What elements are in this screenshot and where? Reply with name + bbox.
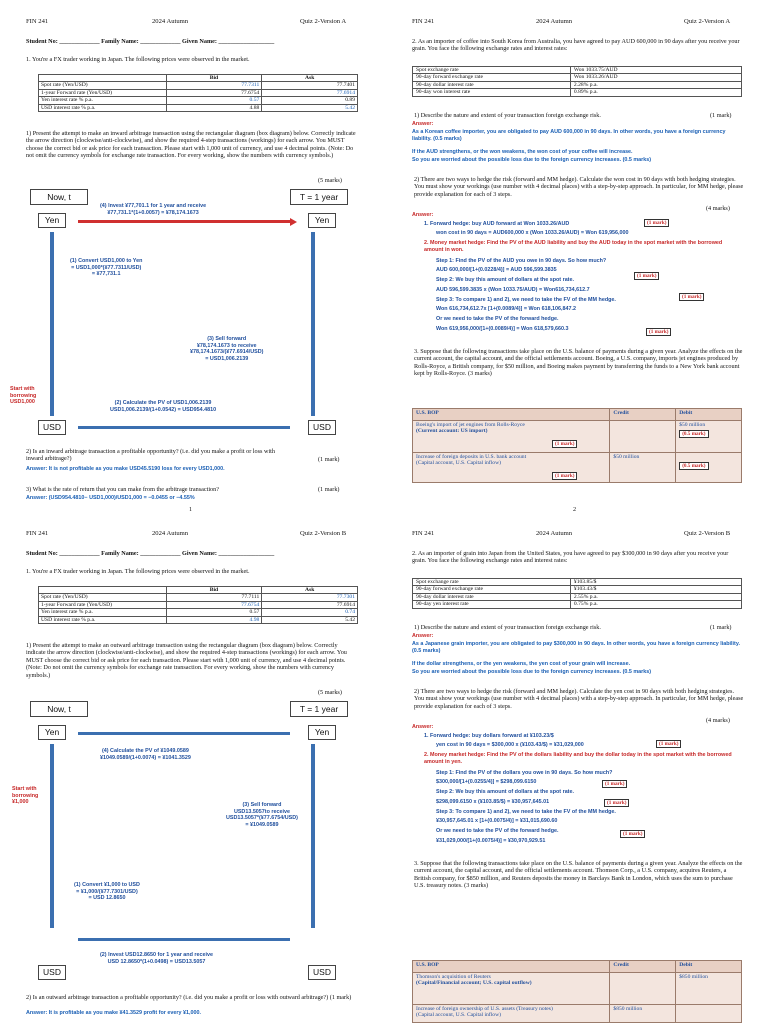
mark-badge: (1 mark) <box>602 780 627 788</box>
step-1: Step 1: Find the PV of the dollars you owe in 90 days. So how much? <box>436 770 613 776</box>
usd-later-box: USD <box>308 965 336 980</box>
mark-badge: (1 mark) <box>656 740 681 748</box>
q2-intro: 2. As an importer of coffee into South Korea from Australia, you have agreed to pay AUD 600,000 in 90 days after you receive your grain. You face the following exchange rates and interest rates: <box>412 38 740 53</box>
arrow-right <box>311 744 315 928</box>
step-1-text: (1) Convert ¥1,000 to USD = ¥1,000/(¥77.7301/USD) = USD 12.8650 <box>74 882 140 902</box>
hedge-2: 2. Money market hedge: Find the PV of the AUD liability and buy the AUD today in the spot market with the borrowed amount in won. <box>424 240 723 253</box>
later-label: T = 1 year <box>290 189 348 205</box>
s1-answer-3: So you are worried about the possible loss due to the foreign currency increases. (0.5 marks) <box>412 157 652 163</box>
q2-text: 2) Is an outward arbitrage transaction a profitable opportunity? (i.e. did you make a profit or loss with outward arbitrage?) (1 mark) <box>26 994 352 1001</box>
q3-answer: Answer: (USD954.4810− USD1,000)/USD1,000 = −0.0455 or −4.55% <box>26 495 195 501</box>
step-4-text: (4) Calculate the PV of ¥1049.0589 ¥1049.0589/(1+0.0074) = ¥1041.3529 <box>100 748 191 761</box>
step-4: Or we need to take the PV of the forward hedge. <box>436 316 559 322</box>
mark-badge: (1 mark) <box>620 830 645 838</box>
q1-intro: 1. You're a FX trader working in Japan. The following prices were observed in the market. <box>26 568 250 575</box>
mark-badge: (1 mark) <box>646 328 671 336</box>
s2-question: 2) There are two ways to hedge the risk (forward and MM hedge). Calculate the yen cost in 90 days with both hedging strategies. You must show your workings (use number with 4 decimal places) with a step-by-step approach. In particular, for MM hedge, please provide explanation for each of 3 steps. <box>414 688 744 710</box>
course-code: FIN 241 <box>26 530 49 537</box>
student-info-line: Student No: _____________ Family Name: _____________ Given Name: __________________ <box>26 550 275 557</box>
step-3-calc: ¥30,957,645.01 x [1+(0.0075/4)] = ¥31,015,690.60 <box>436 818 558 824</box>
page-version-a-1 <box>0 0 384 512</box>
step-2-text: (2) Calculate the PV of USD1,006.2139 USD1,006.2139/(1+0.0542) = USD954.4810 <box>110 400 217 413</box>
q1-marks: (5 marks) <box>318 177 342 184</box>
s1-answer-label: Answer: <box>412 121 434 127</box>
s1-marks: (1 mark) <box>710 624 732 631</box>
later-label: T = 1 year <box>290 701 348 717</box>
yen-later-box: Yen <box>308 725 336 740</box>
now-label: Now, t <box>30 701 88 717</box>
quiz-version: Quiz 2-Version A <box>300 18 347 25</box>
step-2-text: (2) Invest USD12.8650 for 1 year and receive USD 12.8650*(1+0.0498) = USD13.5057 <box>100 952 213 965</box>
quiz-version: Quiz 2-Version A <box>684 18 731 25</box>
s1-marks: (1 mark) <box>710 112 732 119</box>
rates-table: Bid Ask Spot rate (Yen/USD) 77.7111 77.7301 1-year Forward rate (Yen/USD) 77.6754 77.6914 Yen interest rate % p.a. 0.57 0.74 USD interest rate % p.a. 4.98 5.42 <box>38 586 358 624</box>
usd-now-box: USD <box>38 420 66 435</box>
s1-question: 1) Describe the nature and extent of your transaction foreign exchange risk. <box>414 624 601 631</box>
step-2-calc: AUD 596,599.3835 x (Won 1033.75/AUD) = Won616,734,612.7 <box>436 287 590 293</box>
start-label: Start with borrowing ¥1,000 <box>12 786 39 806</box>
page-version-b-1 <box>0 512 384 1024</box>
q1-text: 1) Present the attempt to make an outward arbitrage transaction using the rectangular diagram (box diagram) below. Correctly indicate the arrow direction (clockwise/anti-clockwise), and show the required 4-step transactions (workings) for each arrow. You MUST choose the correct bid or ask price for each transaction. Please start with 1,000 unit of currency, and use 4 decimal points. (Note: Do not omit the currency symbols for exchange rate transaction. For every working, show the numbers with currency symbols.) <box>26 642 347 679</box>
bop-table: U.S. BOP Credit Debit Boeing's import of jet engines from Rolls-Royce (Current account: US import) $50 million (0.5 mark) Increase of foreign deposits in U.S. bank account (Capital account, U.S. Capital inflow) $50 million (0.5 mark) <box>412 408 742 483</box>
s1-question: 1) Describe the nature and extent of your transaction foreign exchange risk. <box>414 112 601 119</box>
mark-badge: (1 mark) <box>634 272 659 280</box>
q1-text: 1) Present the attempt to make an inward arbitrage transaction using the rectangular diagram (box diagram) below. Correctly indicate the arrow direction (clockwise/anti-clockwise), and show the required 4-step transactions (workings) for each arrow. You MUST choose the correct bid or ask price for each transaction. Please start with 1,000 unit of currency, and use 4 decimal points. (Note: Do not omit the currency symbols for exchange rate transaction. For every working, show the numbers with currency symbols.) <box>26 130 356 160</box>
step-3: Step 3: To compare 1) and 2), we need to take the FV of the MM hedge. <box>436 297 616 303</box>
s2-marks: (4 marks) <box>706 717 730 724</box>
step-3-text: (3) Sell forward ¥78,174.1673 to receive ¥78,174.1673/(¥77.6914/USD) = USD1,006.2139 <box>190 336 264 362</box>
arrow-top <box>78 732 290 735</box>
course-code: FIN 241 <box>412 18 435 25</box>
step-4-calc: ¥31,029,000/[1+(0.0075/4)] = ¥30,970,929.51 <box>436 838 546 844</box>
hedge-1-cost: yen cost in 90 days = $300,000 x (¥103.43/$) = ¥31,029,000 <box>436 742 584 748</box>
q3-marks: (1 mark) <box>318 486 340 493</box>
step-1-text: (1) Convert USD1,000 to Yen = USD1,000*(¥77.7311/USD) = ¥77,731.1 <box>70 258 143 278</box>
term: 2024 Autumn <box>536 18 573 25</box>
hedge-2: 2. Money market hedge: Find the PV of the dollars liability and buy the dollar today in the spot market with the borrowed amount in yen. <box>424 752 732 765</box>
page-number: 2 <box>573 506 577 512</box>
step-2-calc: $298,099.6150 x (¥103.85/$) = ¥30,957,645.01 <box>436 799 550 805</box>
s1-answer-2: If the AUD strengthens, or the won weakens, the won cost of your coffee will increase. <box>412 149 633 155</box>
s1-answer-1: As a Japanese grain importer, you are obligated to pay $300,000 in 90 days. In other words, you have a foreign currency liability. (0.5 marks) <box>412 641 740 654</box>
q1-intro: 1. You're a FX trader working in Japan. The following prices were observed in the market. <box>26 56 250 63</box>
term: 2024 Autumn <box>152 530 189 537</box>
usd-now-box: USD <box>38 965 66 980</box>
s1-answer-1: As a Korean coffee importer, you are obligated to pay AUD 600,000 in 90 days. In other words, you have a foreign currency liability. (0.5 marks) <box>412 129 726 142</box>
step-3-text: (3) Sell forward USD13.5057to receive USD13.5057*(¥77.6754/USD) = ¥1049.0589 <box>226 802 298 828</box>
bop-table: U.S. BOP Credit Debit Thomson's acquisition of Reuters (Capital/Financial account; U.S. capital outflow) $850 million Increase of foreign ownership of U.S. assets (Treasury notes) (Capital account, U.S. Capital inflow) $850 million <box>412 960 742 1023</box>
mark-badge: (1 mark) <box>604 799 629 807</box>
term: 2024 Autumn <box>152 18 189 25</box>
s1-answer-label: Answer: <box>412 633 434 639</box>
arrow-top <box>78 220 290 223</box>
step-4: Or we need to take the PV of the forward hedge. <box>436 828 559 834</box>
q3-text: 3. Suppose that the following transactions take place on the U.S. balance of payments during a given year. Analyze the effects on the current account, the capital account, and the official settlements account. Thomson Corp., a U.S. company, acquires Reuters, a British company, for $850 million, and Reuters deposits the money in Barclays Bank in London, which uses the sum to purchase U.S. treasury notes. (3 marks) <box>414 860 743 890</box>
s1-answer-3: So you are worried about the possible loss due to the foreign currency increases. (0.5 marks) <box>412 669 652 675</box>
fx-table: Spot exchange rate Won 1033.75/AUD 90-day forward exchange rate Won 1033.26/AUD 90-day dollar interest rate 2.28% p.a. 90-day won interest rate 0.89% p.a. <box>412 66 742 97</box>
step-2: Step 2: We buy this amount of dollars at the spot rate. <box>436 789 574 795</box>
hedge-1: 1. Forward hedge: buy dollars forward at ¥103.23/$ <box>424 733 554 739</box>
mark-badge: (1 mark) <box>644 219 669 227</box>
q2-text: 2) Is an inward arbitrage transaction a profitable opportunity? (i.e. did you make a profit or loss with inward arbitrage?) <box>26 448 275 463</box>
yen-now-box: Yen <box>38 213 66 228</box>
now-label: Now, t <box>30 189 88 205</box>
s2-marks: (4 marks) <box>706 205 730 212</box>
page-number: 1 <box>189 506 193 512</box>
s2-question: 2) There are two ways to hedge the risk (forward and MM hedge). Calculate the won cost in 90 days with both hedging strategies. You must show your workings (use number with 4 decimal places) with a step-by-step approach. In particular, for MM hedge, please provide explanation for each of 3 steps. <box>414 176 744 198</box>
course-code: FIN 241 <box>412 530 435 537</box>
s2-answer-label: Answer: <box>412 724 434 730</box>
q2-answer: Answer: It is profitable as you make ¥41.3529 profit for every ¥1,000. <box>26 1010 201 1016</box>
page-version-a-2 <box>384 0 768 512</box>
mark-badge: (1 mark) <box>552 440 577 448</box>
q2-intro: 2. As an importer of grain into Japan from the United States, you have agreed to pay $300,000 in 90 days after you receive your grain. You face the following exchange rates and interest rates: <box>412 550 729 565</box>
term: 2024 Autumn <box>536 530 573 537</box>
q3-text: 3. Suppose that the following transactions take place on the U.S. balance of payments during a given year. Analyze the effects on the current account, the capital account, and the official settlements account. Boeing, a U.S. company, imports jet engines produced by Rolls-Royce, a British company, for $50 million, and Boeing makes payment by transferring the funds to a New York bank account kept by Rolls-Royce. (3 marks) <box>414 348 743 378</box>
quiz-version: Quiz 2-Version B <box>684 530 731 537</box>
q2-marks: (1 mark) <box>318 456 340 463</box>
step-2: Step 2: We buy this amount of dollars at the spot rate. <box>436 277 574 283</box>
q1-marks: (5 marks) <box>318 689 342 696</box>
mark-badge: (1 mark) <box>679 293 704 301</box>
step-3: Step 3: To compare 1) and 2), we need to take the FV of the MM hedge. <box>436 809 616 815</box>
q2-answer: Answer: It is not profitable as you make USD45.5190 loss for every USD1,000. <box>26 466 225 472</box>
q3-text: 3) What is the rate of return that you can make from the arbitrage transaction? <box>26 486 219 493</box>
step-1-calc: AUD 600,000/[1+(0.0228/4)] = AUD 596,599.3835 <box>436 267 557 273</box>
course-code: FIN 241 <box>26 18 49 25</box>
fx-table: Spot exchange rate ¥103.85/$ 90-day forward exchange rate ¥103.43/$ 90-day dollar interest rate 2.55% p.a. 90-day yen interest rate 0.75% p.a. <box>412 578 742 609</box>
arrow-right <box>311 232 315 416</box>
page-version-b-2 <box>384 512 768 1024</box>
yen-later-box: Yen <box>308 213 336 228</box>
arrow-bottom <box>78 938 290 941</box>
step-3-calc: Won 616,734,612.7x [1+(0.0089/4)] = Won 618,106,847.2 <box>436 306 577 312</box>
arrow-left <box>50 744 54 928</box>
start-label: Start with borrowing USD1,000 <box>10 386 37 406</box>
hedge-1: 1. Forward hedge: buy AUD forward at Won 1033.26/AUD <box>424 221 570 227</box>
quiz-version: Quiz 2-Version B <box>300 530 347 537</box>
step-1-calc: $300,000/[1+(0.0255/4)] = $298,099.6150 <box>436 779 537 785</box>
arrow-top-head <box>290 218 297 226</box>
s2-answer-label: Answer: <box>412 212 434 218</box>
arrow-bottom <box>78 426 290 429</box>
hedge-1-cost: won cost in 90 days = AUD600,000 x (Won 1033.26/AUD) = Won 619,956,000 <box>436 230 629 236</box>
step-4-calc: Won 619,956,000/[1+(0.0089/4)] = Won 618,579,660.3 <box>436 326 569 332</box>
rates-table: Bid Ask Spot rate (Yen/USD) 77.7311 77.7401 1-year Forward rate (Yen/USD) 77.6754 77.6914 Yen interest rate % p.a. 0.57 0.89 USD interest rate % p.a. 4.88 5.42 <box>38 74 358 112</box>
arrow-left <box>50 232 54 416</box>
step-4-text: (4) Invest ¥77,701.1 for 1 year and receive ¥77,731.1*(1+0.0057) = ¥78,174.1673 <box>100 203 207 216</box>
s1-answer-2: If the dollar strengthens, or the yen weakens, the yen cost of your grain will increase. <box>412 661 631 667</box>
mark-badge: (1 mark) <box>552 472 577 480</box>
yen-now-box: Yen <box>38 725 66 740</box>
usd-later-box: USD <box>308 420 336 435</box>
student-info-line: Student No: _____________ Family Name: _____________ Given Name: __________________ <box>26 38 275 45</box>
step-1: Step 1: Find the PV of the AUD you owe in 90 days. So how much? <box>436 258 607 264</box>
